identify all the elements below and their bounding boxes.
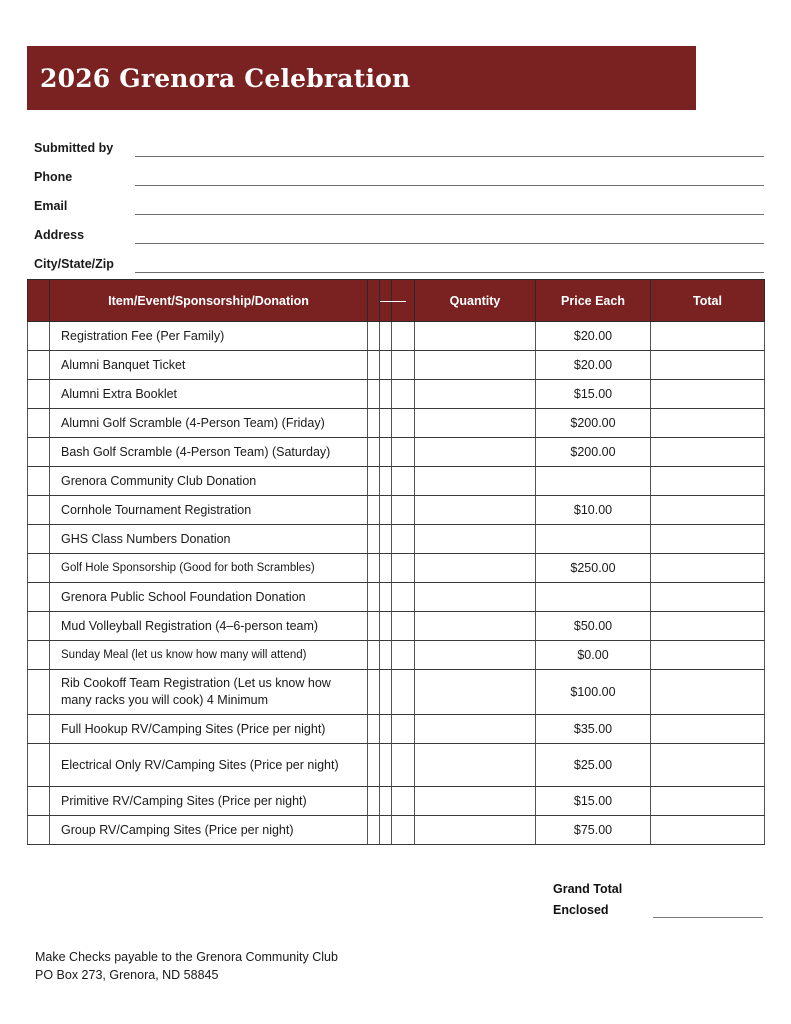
field-label-phone: Phone bbox=[34, 170, 73, 184]
table-row bbox=[28, 787, 765, 816]
cell-quantity[interactable] bbox=[415, 380, 536, 409]
cell-spacer-c bbox=[392, 641, 415, 670]
table-row bbox=[28, 438, 765, 467]
field-label-address: Address bbox=[34, 228, 85, 242]
cell-quantity[interactable] bbox=[415, 670, 536, 715]
cell-spacer-c bbox=[392, 583, 415, 612]
cell-spacer-b bbox=[380, 583, 392, 612]
cell-item-name: Bash Golf Scramble (4-Person Team) (Saturday) bbox=[50, 438, 368, 467]
row-gutter-left bbox=[28, 351, 50, 380]
cell-spacer-a bbox=[368, 525, 380, 554]
cell-spacer-c bbox=[392, 496, 415, 525]
cell-spacer-b bbox=[380, 380, 392, 409]
row-gutter-left bbox=[28, 554, 50, 583]
row-gutter-left bbox=[28, 715, 50, 744]
table-row bbox=[28, 715, 765, 744]
cell-quantity[interactable] bbox=[415, 351, 536, 380]
cell-price-each: $15.00 bbox=[536, 380, 651, 409]
column-header-price-each: Price Each bbox=[536, 280, 651, 322]
cell-price-each: $250.00 bbox=[536, 554, 651, 583]
cell-price-each: $35.00 bbox=[536, 715, 651, 744]
cell-price-each bbox=[536, 467, 651, 496]
cell-price-each bbox=[536, 525, 651, 554]
cell-total[interactable] bbox=[651, 583, 765, 612]
cell-spacer-b bbox=[380, 525, 392, 554]
cell-spacer-c bbox=[392, 467, 415, 496]
field-label-email: Email bbox=[34, 199, 68, 213]
cell-item-name: Cornhole Tournament Registration bbox=[50, 496, 368, 525]
cell-item-name: Rib Cookoff Team Registration (Let us know how many racks you will cook) 4 Minimum bbox=[50, 670, 368, 715]
cell-total[interactable] bbox=[651, 715, 765, 744]
order-table-header bbox=[28, 280, 765, 322]
table-row bbox=[28, 612, 765, 641]
table-row bbox=[28, 670, 765, 715]
cell-price-each: $75.00 bbox=[536, 816, 651, 845]
cell-price-each: $25.00 bbox=[536, 744, 651, 787]
cell-spacer-a bbox=[368, 670, 380, 715]
cell-quantity[interactable] bbox=[415, 612, 536, 641]
cell-total[interactable] bbox=[651, 525, 765, 554]
cell-spacer-c bbox=[392, 816, 415, 845]
cell-price-each: $100.00 bbox=[536, 670, 651, 715]
row-gutter-left bbox=[28, 641, 50, 670]
cell-spacer-b bbox=[380, 496, 392, 525]
cell-item-name: Registration Fee (Per Family) bbox=[50, 322, 368, 351]
cell-item-name: Full Hookup RV/Camping Sites (Price per night) bbox=[50, 715, 368, 744]
table-row bbox=[28, 554, 765, 583]
cell-spacer-c bbox=[392, 438, 415, 467]
column-header-item: Item/Event/Sponsorship/Donation bbox=[50, 280, 368, 322]
cell-total[interactable] bbox=[651, 322, 765, 351]
cell-spacer-a bbox=[368, 380, 380, 409]
cell-spacer-b bbox=[380, 744, 392, 787]
cell-item-name: Alumni Golf Scramble (4-Person Team) (Friday) bbox=[50, 409, 368, 438]
row-gutter-left bbox=[28, 816, 50, 845]
column-header-spacer-a bbox=[368, 280, 380, 322]
cell-total[interactable] bbox=[651, 409, 765, 438]
page-title: 2026 Grenora Celebration bbox=[40, 63, 411, 93]
row-gutter-left bbox=[28, 496, 50, 525]
cell-item-name: Golf Hole Sponsorship (Good for both Scrambles) bbox=[50, 554, 368, 583]
row-gutter-left bbox=[28, 525, 50, 554]
cell-spacer-c bbox=[392, 322, 415, 351]
address-input[interactable] bbox=[135, 243, 764, 244]
cell-spacer-c bbox=[392, 787, 415, 816]
cell-quantity[interactable] bbox=[415, 583, 536, 612]
table-row bbox=[28, 583, 765, 612]
field-row-email bbox=[34, 189, 764, 218]
table-row bbox=[28, 496, 765, 525]
cell-total[interactable] bbox=[651, 554, 765, 583]
table-row bbox=[28, 380, 765, 409]
footer-payment-instructions bbox=[35, 948, 338, 984]
cell-price-each: $50.00 bbox=[536, 612, 651, 641]
cell-item-name: Grenora Public School Foundation Donation bbox=[50, 583, 368, 612]
cell-quantity[interactable] bbox=[415, 816, 536, 845]
cell-spacer-c bbox=[392, 409, 415, 438]
cell-total[interactable] bbox=[651, 351, 765, 380]
cell-spacer-c bbox=[392, 670, 415, 715]
cell-spacer-a bbox=[368, 554, 380, 583]
cell-price-each: $0.00 bbox=[536, 641, 651, 670]
cell-total[interactable] bbox=[651, 380, 765, 409]
cell-spacer-b bbox=[380, 409, 392, 438]
column-header-total: Total bbox=[651, 280, 765, 322]
cell-price-each bbox=[536, 583, 651, 612]
cell-spacer-a bbox=[368, 715, 380, 744]
field-row-city-state-zip bbox=[34, 247, 764, 276]
cell-spacer-a bbox=[368, 583, 380, 612]
table-row bbox=[28, 351, 765, 380]
phone-input[interactable] bbox=[135, 185, 764, 186]
title-banner bbox=[27, 46, 696, 110]
row-gutter-left bbox=[28, 380, 50, 409]
cell-total[interactable] bbox=[651, 816, 765, 845]
table-row bbox=[28, 322, 765, 351]
cell-quantity[interactable] bbox=[415, 787, 536, 816]
cell-item-name: Electrical Only RV/Camping Sites (Price per night) bbox=[50, 744, 368, 787]
cell-spacer-a bbox=[368, 409, 380, 438]
cell-total[interactable] bbox=[651, 467, 765, 496]
cell-spacer-b bbox=[380, 554, 392, 583]
order-table bbox=[27, 279, 765, 845]
cell-spacer-b bbox=[380, 467, 392, 496]
cell-total[interactable] bbox=[651, 641, 765, 670]
field-row-address bbox=[34, 218, 764, 247]
column-header-gutter-left bbox=[28, 280, 50, 322]
cell-spacer-a bbox=[368, 612, 380, 641]
grand-total-input[interactable] bbox=[653, 917, 763, 918]
cell-spacer-c bbox=[392, 715, 415, 744]
cell-quantity[interactable] bbox=[415, 641, 536, 670]
cell-item-name: GHS Class Numbers Donation bbox=[50, 525, 368, 554]
cell-quantity[interactable] bbox=[415, 715, 536, 744]
order-table-body bbox=[28, 322, 765, 845]
dash-icon bbox=[380, 301, 406, 302]
field-label-submitted-by: Submitted by bbox=[34, 141, 114, 155]
footer-line-2: PO Box 273, Grenora, ND 58845 bbox=[35, 968, 219, 982]
cell-total[interactable] bbox=[651, 438, 765, 467]
cell-spacer-b bbox=[380, 715, 392, 744]
cell-spacer-b bbox=[380, 641, 392, 670]
cell-spacer-a bbox=[368, 787, 380, 816]
cell-price-each: $15.00 bbox=[536, 787, 651, 816]
row-gutter-left bbox=[28, 409, 50, 438]
table-row bbox=[28, 409, 765, 438]
grand-total-label bbox=[553, 879, 622, 921]
row-gutter-left bbox=[28, 787, 50, 816]
cell-total[interactable] bbox=[651, 744, 765, 787]
cell-item-name: Alumni Extra Booklet bbox=[50, 380, 368, 409]
cell-quantity[interactable] bbox=[415, 554, 536, 583]
table-row bbox=[28, 467, 765, 496]
cell-price-each: $20.00 bbox=[536, 322, 651, 351]
cell-quantity[interactable] bbox=[415, 322, 536, 351]
cell-spacer-c bbox=[392, 525, 415, 554]
cell-spacer-b bbox=[380, 816, 392, 845]
cell-item-name: Primitive RV/Camping Sites (Price per night) bbox=[50, 787, 368, 816]
cell-spacer-b bbox=[380, 351, 392, 380]
cell-spacer-a bbox=[368, 351, 380, 380]
table-row bbox=[28, 744, 765, 787]
table-row bbox=[28, 816, 765, 845]
cell-spacer-a bbox=[368, 496, 380, 525]
cell-spacer-a bbox=[368, 438, 380, 467]
row-gutter-left bbox=[28, 670, 50, 715]
field-label-city-state-zip: City/State/Zip bbox=[34, 257, 114, 271]
grand-total-line1: Grand Total bbox=[553, 882, 623, 896]
cell-spacer-b bbox=[380, 670, 392, 715]
table-row bbox=[28, 641, 765, 670]
cell-item-name: Grenora Community Club Donation bbox=[50, 467, 368, 496]
cell-spacer-b bbox=[380, 438, 392, 467]
cell-spacer-a bbox=[368, 467, 380, 496]
cell-quantity[interactable] bbox=[415, 467, 536, 496]
cell-spacer-b bbox=[380, 787, 392, 816]
row-gutter-left bbox=[28, 322, 50, 351]
cell-item-name: Alumni Banquet Ticket bbox=[50, 351, 368, 380]
field-row-submitted-by bbox=[34, 131, 764, 160]
cell-quantity[interactable] bbox=[415, 409, 536, 438]
row-gutter-left bbox=[28, 583, 50, 612]
cell-spacer-c bbox=[392, 380, 415, 409]
email-input[interactable] bbox=[135, 214, 764, 215]
grand-total-line2: Enclosed bbox=[553, 903, 609, 917]
cell-quantity[interactable] bbox=[415, 744, 536, 787]
cell-price-each: $200.00 bbox=[536, 438, 651, 467]
city-state-zip-input[interactable] bbox=[135, 272, 764, 273]
row-gutter-left bbox=[28, 612, 50, 641]
column-header-dash bbox=[380, 280, 392, 322]
submitter-info-fields bbox=[34, 131, 764, 276]
cell-spacer-c bbox=[392, 351, 415, 380]
cell-spacer-a bbox=[368, 322, 380, 351]
cell-quantity[interactable] bbox=[415, 438, 536, 467]
cell-item-name: Sunday Meal (let us know how many will attend) bbox=[50, 641, 368, 670]
header-row bbox=[28, 280, 765, 322]
cell-item-name: Group RV/Camping Sites (Price per night) bbox=[50, 816, 368, 845]
cell-spacer-b bbox=[380, 612, 392, 641]
row-gutter-left bbox=[28, 467, 50, 496]
cell-total[interactable] bbox=[651, 612, 765, 641]
cell-spacer-a bbox=[368, 744, 380, 787]
cell-price-each: $20.00 bbox=[536, 351, 651, 380]
footer-line-1: Make Checks payable to the Grenora Community Club bbox=[35, 950, 338, 964]
cell-total[interactable] bbox=[651, 670, 765, 715]
cell-spacer-a bbox=[368, 641, 380, 670]
column-header-quantity: Quantity bbox=[415, 280, 536, 322]
submitted-by-input[interactable] bbox=[135, 156, 764, 157]
cell-spacer-c bbox=[392, 612, 415, 641]
cell-spacer-c bbox=[392, 744, 415, 787]
cell-quantity[interactable] bbox=[415, 525, 536, 554]
cell-total[interactable] bbox=[651, 496, 765, 525]
cell-spacer-a bbox=[368, 816, 380, 845]
cell-price-each: $200.00 bbox=[536, 409, 651, 438]
field-row-phone bbox=[34, 160, 764, 189]
cell-total[interactable] bbox=[651, 787, 765, 816]
cell-spacer-c bbox=[392, 554, 415, 583]
row-gutter-left bbox=[28, 438, 50, 467]
cell-price-each: $10.00 bbox=[536, 496, 651, 525]
row-gutter-left bbox=[28, 744, 50, 787]
cell-spacer-b bbox=[380, 322, 392, 351]
cell-item-name: Mud Volleyball Registration (4–6-person team) bbox=[50, 612, 368, 641]
table-row bbox=[28, 525, 765, 554]
cell-quantity[interactable] bbox=[415, 496, 536, 525]
